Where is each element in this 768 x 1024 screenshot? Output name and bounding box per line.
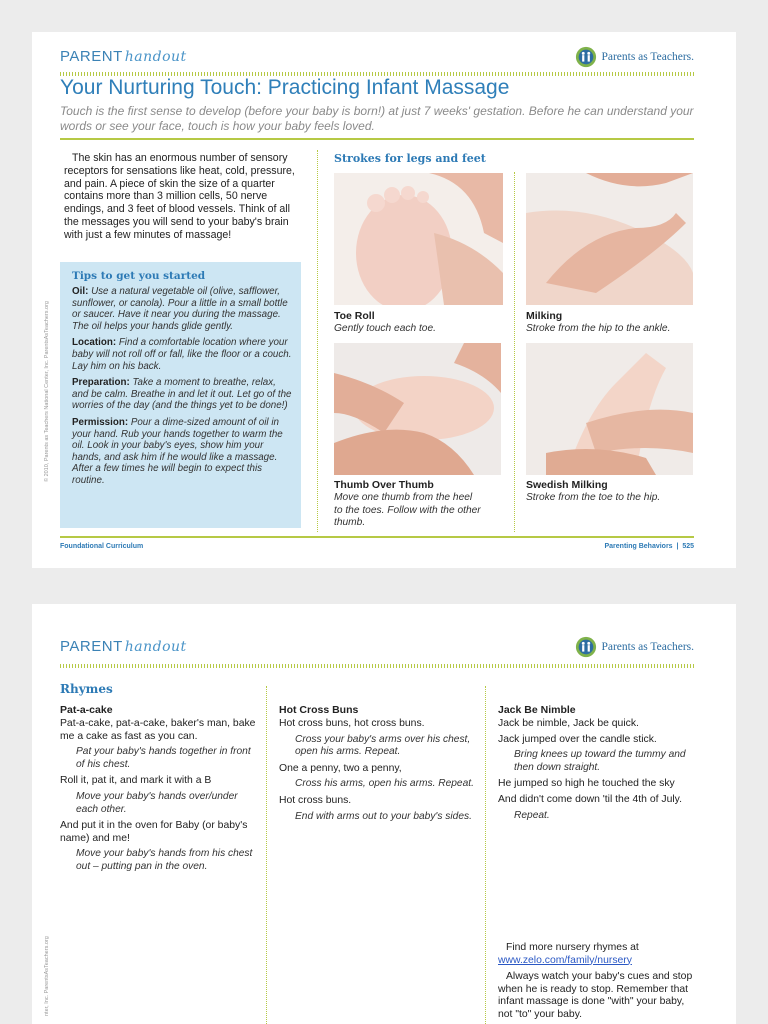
rhyme-line: And put it in the oven for Baby (or baby's name) and me! <box>60 820 248 844</box>
rhyme-line: Hot cross buns, hot cross buns. <box>279 718 425 729</box>
thumb-over-thumb-photo <box>334 343 501 475</box>
footer-rule <box>60 536 694 538</box>
parent-handout-label: PARENT handout <box>60 48 187 65</box>
page-title: Your Nurturing Touch: Practicing Infant Massage <box>60 76 510 99</box>
column-divider <box>514 172 515 532</box>
stroke-name: Milking <box>526 310 563 322</box>
logo-text: Parents as Teachers. <box>601 51 694 63</box>
stroke-desc: Move one thumb from the heel to the toes. Follow with the other thumb. <box>334 492 481 528</box>
handout-page-2 <box>32 604 736 1024</box>
logo-text: Parents as Teachers. <box>601 641 694 653</box>
rhyme-instruction: Move your baby's hands from his chest out – putting pan in the oven. <box>76 848 253 872</box>
find-more-text: Find more nursery rhymes at <box>506 942 639 953</box>
strokes-title: Strokes for legs and feet <box>334 152 486 165</box>
tips-box <box>60 262 301 528</box>
column-divider <box>485 686 486 1024</box>
stroke-name: Swedish Milking <box>526 479 608 491</box>
footer-left: Foundational Curriculum <box>60 543 144 550</box>
rhyme-instruction: End with arms out to your baby's sides. <box>295 810 472 822</box>
rhyme-instruction: Pat your baby's hands together in front of his chest. <box>76 746 251 770</box>
intro-text: Touch is the first sense to develop (before your baby is born!) at just 7 weeks' gestation. Before he can understand your words or see your face, touch is how your baby feels loved. <box>60 104 694 133</box>
toe-roll-photo <box>334 173 503 305</box>
rhyme-line: Jack be nimble, Jack be quick. <box>498 718 639 729</box>
rhyme-column <box>60 704 256 878</box>
tips-title: Tips to get you started <box>72 270 206 282</box>
rhyme-line: And didn't come down 'til the 4th of July. <box>498 793 682 805</box>
tip-item: Permission: Pour a dime-sized amount of oil in your hand. Rub your hands together to warm the oil. Look in your baby's eyes, show him your hands, and ask him if he would like a massage. After a few times he will begin to expect this routine. <box>72 416 283 486</box>
dotted-divider <box>60 664 694 668</box>
rhyme-instruction: Bring knees up toward the tummy and then down straight. <box>514 749 686 773</box>
swedish-milking-photo <box>526 343 693 475</box>
milking-photo <box>526 173 693 305</box>
rhyme-column <box>498 704 698 826</box>
rhyme-instruction: Repeat. <box>514 809 550 821</box>
nursery-rhymes-link[interactable]: www.zelo.com/family/nursery <box>498 954 632 966</box>
page-header <box>60 636 694 666</box>
rhyme-line: Pat-a-cake, pat-a-cake, baker's man, bake me a cake as fast as you can. <box>60 718 256 742</box>
rhymes-title: Rhymes <box>60 682 113 696</box>
rhyme-instruction: Cross your baby's arms over his chest, open his arms. Repeat. <box>295 733 471 758</box>
rhyme-line: He jumped so high he touched the sky <box>498 778 675 790</box>
stroke-desc: Stroke from the toe to the hip. <box>526 492 661 503</box>
handout-page-1 <box>32 32 736 568</box>
rhyme-title: Hot Cross Buns <box>279 704 359 716</box>
stroke-desc: Gently touch each toe. <box>334 323 436 334</box>
parents-as-teachers-logo <box>575 636 694 658</box>
copyright-text: nter, Inc. ParentsAsTeachers.org <box>44 936 50 1016</box>
tip-item: Location: Find a comfortable location where your baby will not roll off or fall, like the floor or a couch. Lay him on his back. <box>72 337 292 372</box>
parent-handout-label: PARENT handout <box>60 638 187 655</box>
rhyme-line: One a penny, two a penny, <box>279 762 402 774</box>
parents-as-teachers-logo <box>575 46 694 68</box>
rhyme-line: Jack jumped over the candle stick. <box>498 733 657 745</box>
tip-item: Preparation: Take a moment to breathe, relax, and be calm. Breathe in and let it out. Let go of the worries of the day (and the things yet to be done!) <box>72 377 292 412</box>
footer-right: Parenting Behaviors | 525 <box>604 543 694 550</box>
stroke-desc: Stroke from the hip to the ankle. <box>526 323 671 334</box>
green-rule <box>60 138 694 140</box>
rhyme-instruction: Cross his arms, open his arms. Repeat. <box>295 778 474 790</box>
parents-as-teachers-logo-icon <box>575 46 597 68</box>
rhyme-column <box>279 704 475 827</box>
find-more-block <box>498 942 698 1022</box>
stroke-name: Thumb Over Thumb <box>334 479 434 491</box>
rhyme-instruction: Move your baby's hands over/under each other. <box>76 790 238 815</box>
copyright-text: © 2010, Parents as Teachers National Center, Inc. ParentsAsTeachers.org <box>44 301 50 482</box>
rhyme-title: Pat-a-cake <box>60 704 113 716</box>
tip-item: Oil: Use a natural vegetable oil (olive, safflower, sunflower, or canola). Pour a little in a small bottle or saucer. Have it near you during the massage. The oil helps your hands glide gently. <box>72 286 288 332</box>
cues-text: Always watch your baby's cues and stop when he is ready to stop. Remember that infant massage is done "with" your baby, not "to" your baby. <box>498 971 693 1020</box>
column-divider <box>317 150 318 532</box>
column-divider <box>266 686 267 1024</box>
parents-as-teachers-logo-icon <box>575 636 597 658</box>
rhyme-line: Roll it, pat it, and mark it with a B <box>60 775 212 787</box>
rhyme-title: Jack Be Nimble <box>498 704 576 716</box>
stroke-name: Toe Roll <box>334 310 375 322</box>
body-paragraph: The skin has an enormous number of sensory receptors for sensations like heat, cold, pressure, and pain. A piece of skin the size of a quarter contains more than 3 million cells, 50 nerve endings, and 3 feet of blood vessels. Think of all the messages you will send to your baby's brain with just a few minutes of massage! <box>64 152 295 241</box>
rhyme-line: Hot cross buns. <box>279 794 352 806</box>
